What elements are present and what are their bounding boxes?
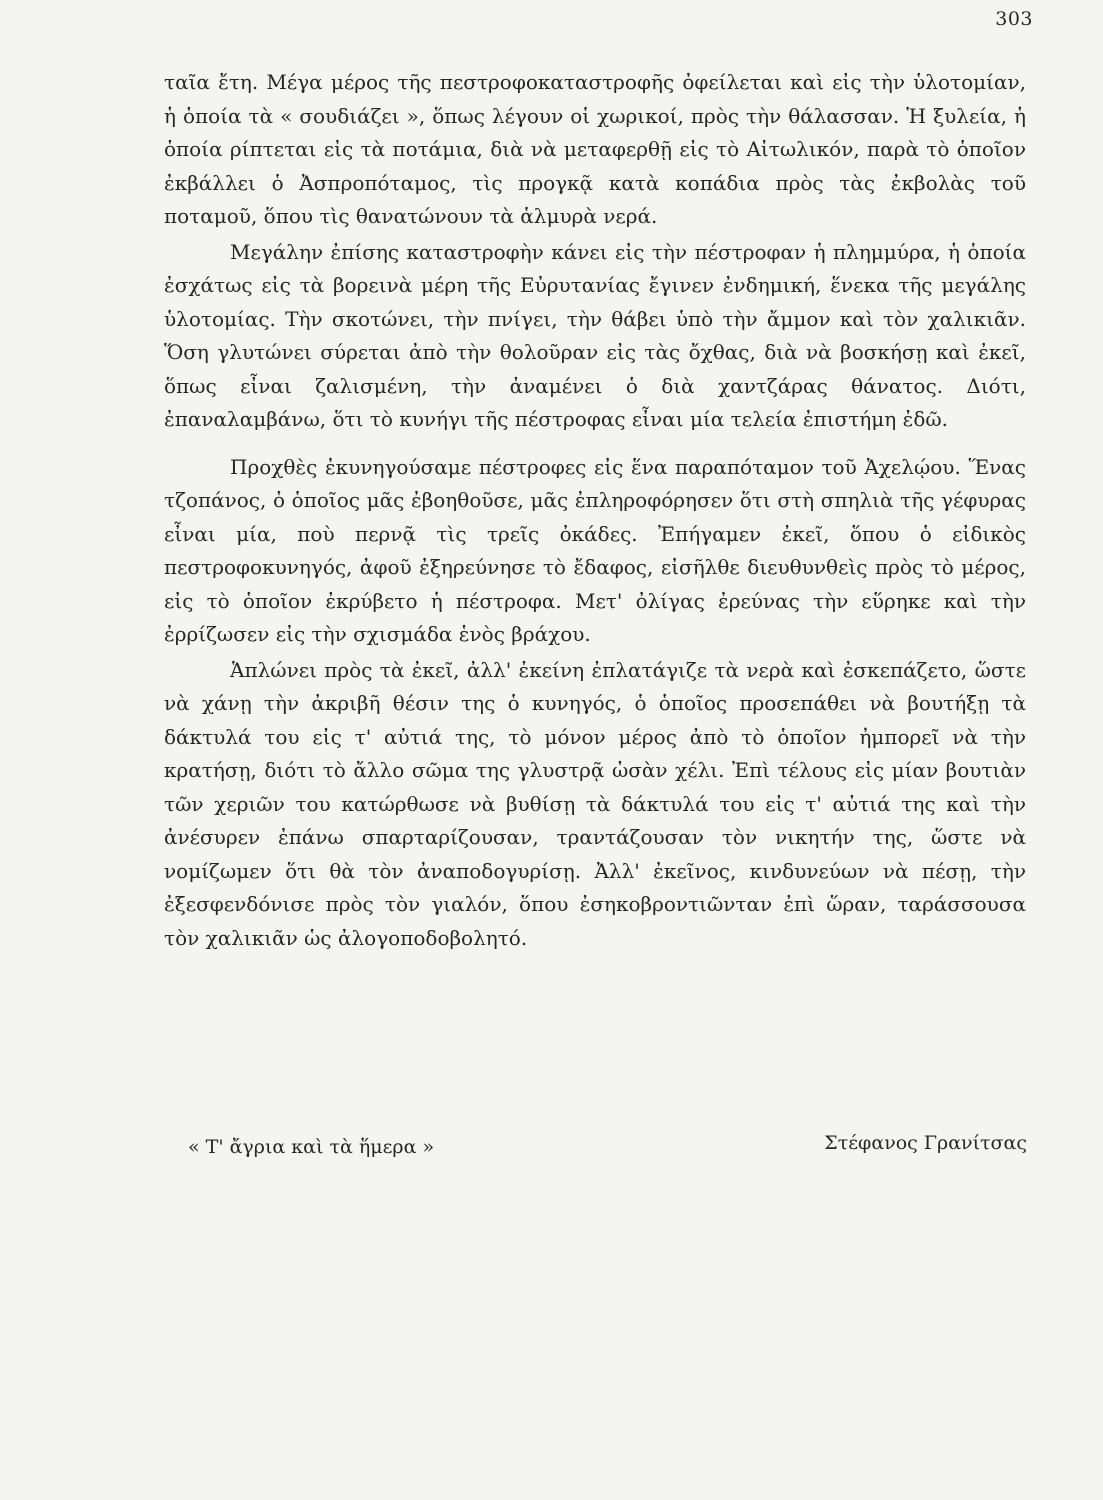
source-title: « Τ' ἄγρια καὶ τὰ ἥμερα »: [188, 1136, 435, 1158]
paragraph-3: Προχθὲς ἐκυνηγούσαμε πέστροφες εἰς ἕνα παραπόταμον τοῦ Ἀχελῴου. Ἕνας τζοπάνος, ὁ ὁποῖος μᾶς ἐβοηθοῦσε, μᾶς ἐπληροφόρησεν ὅτι στὴ σπηλιὰ τῆς γέφυρας εἶναι μία, ποὺ περνᾷ τὶς τρεῖς ὀκάδες. Ἐπήγαμεν ἐκεῖ, ὅπου ὁ εἰδικὸς πεστροφοκυνηγός, ἀφοῦ ἐξηρεύνησε τὸ ἔδαφος, εἰσῆλθε διευθυνθεὶς πρὸς τὸ μέρος, εἰς τὸ ὁποῖον ἐκρύβετο ἡ πέστροφα. Μετ' ὀλίγας ἐρεύνας τὴν εὕρηκε καὶ τὴν ἐρρίζωσεν εἰς τὴν σχισμάδα ἑνὸς βράχου.: [164, 454, 1026, 646]
paragraph-1: ταῖα ἔτη. Μέγα μέρος τῆς πεστροφοκαταστροφῆς ὀφείλεται καὶ εἰς τὴν ὑλοτομίαν, ἡ ὁποία τὰ « σουδιάζει », ὅπως λέγουν οἱ χωρικοί, πρὸς τὴν θάλασσαν. Ἡ ξυλεία, ἡ ὁποία ρίπτεται εἰς τὰ ποτάμια, διὰ νὰ μεταφερθῇ εἰς τὸ Αἰτωλικόν, παρὰ τὸ ὁποῖον ἐκβάλλει ὁ Ἀσπροπόταμος, τὶς προγκᾷ κατὰ κοπάδια πρὸς τὰς ἐκβολὰς τοῦ ποταμοῦ, ὅπου τὶς θανατώνουν τὰ ἁλμυρὰ νερά.: [164, 70, 1026, 228]
paragraph-4: Ἁπλώνει πρὸς τὰ ἐκεῖ, ἀλλ' ἐκείνη ἐπλατάγιζε τὰ νερὰ καὶ ἐσκεπάζετο, ὥστε νὰ χάνῃ τὴν ἀκριβῆ θέσιν της ὁ κυνηγός, ὁ ὁποῖος προσεπάθει νὰ βουτήξῃ τὰ δάκτυλά του εἰς τ' αὐτιά της, τὸ μόνον μέρος ἀπὸ τὸ ὁποῖον ἠμπορεῖ νὰ τὴν κρατήσῃ, διότι τὸ ἄλλο σῶμα της γλυστρᾷ ὡσὰν χέλι. Ἐπὶ τέλους εἰς μίαν βουτιὰν τῶν χεριῶν του κατώρθωσε νὰ βυθίσῃ τὰ δάκτυλά του εἰς τ' αὐτιά της καὶ τὴν ἀνέσυρεν ἐπάνω σπαρταρίζουσαν, τραντάζουσαν τὸν νικητήν της, ὥστε νὰ νομίζωμεν ὅτι θὰ τὸν ἀναποδογυρίσῃ. Ἀλλ' ἐκεῖνος, κινδυνεύων νὰ πέσῃ, τὴν ἐξεσφενδόνισε πρὸς τὸν γιαλόν, ὅπου ἐσηκοβροντιῶνταν ἐπὶ ὥραν, ταράσσουσα τὸν χαλικιᾶν ὡς ἀλογοποδοβολητό.: [164, 657, 1026, 950]
article-footer: [0, 1132, 1103, 1172]
page-number: 303: [995, 8, 1033, 30]
author-name: Στέφανος Γρανίτσας: [824, 1132, 1027, 1154]
article-body: [164, 66, 1026, 955]
paragraph-2: Μεγάλην ἐπίσης καταστροφὴν κάνει εἰς τὴν πέστροφαν ἡ πλημμύρα, ἡ ὁποία ἐσχάτως εἰς τὰ βορεινὰ μέρη τῆς Εὐρυτανίας ἔγινεν ἐνδημική, ἕνεκα τῆς μεγάλης ὑλοτομίας. Τὴν σκοτώνει, τὴν πνίγει, τὴν θάβει ὑπὸ τὴν ἄμμον καὶ τὸν χαλικιᾶν. Ὅση γλυτώνει σύρεται ἀπὸ τὴν θολοῦραν εἰς τὰς ὄχθας, διὰ νὰ βοσκήσῃ καὶ ἐκεῖ, ὅπως εἶναι ζαλισμένη, τὴν ἀναμένει ὁ διὰ χαντζάρας θάνατος. Διότι, ἐπαναλαμβάνω, ὅτι τὸ κυνήγι τῆς πέστροφας εἶναι μία τελεία ἐπιστήμη ἐδῶ.: [164, 239, 1026, 431]
